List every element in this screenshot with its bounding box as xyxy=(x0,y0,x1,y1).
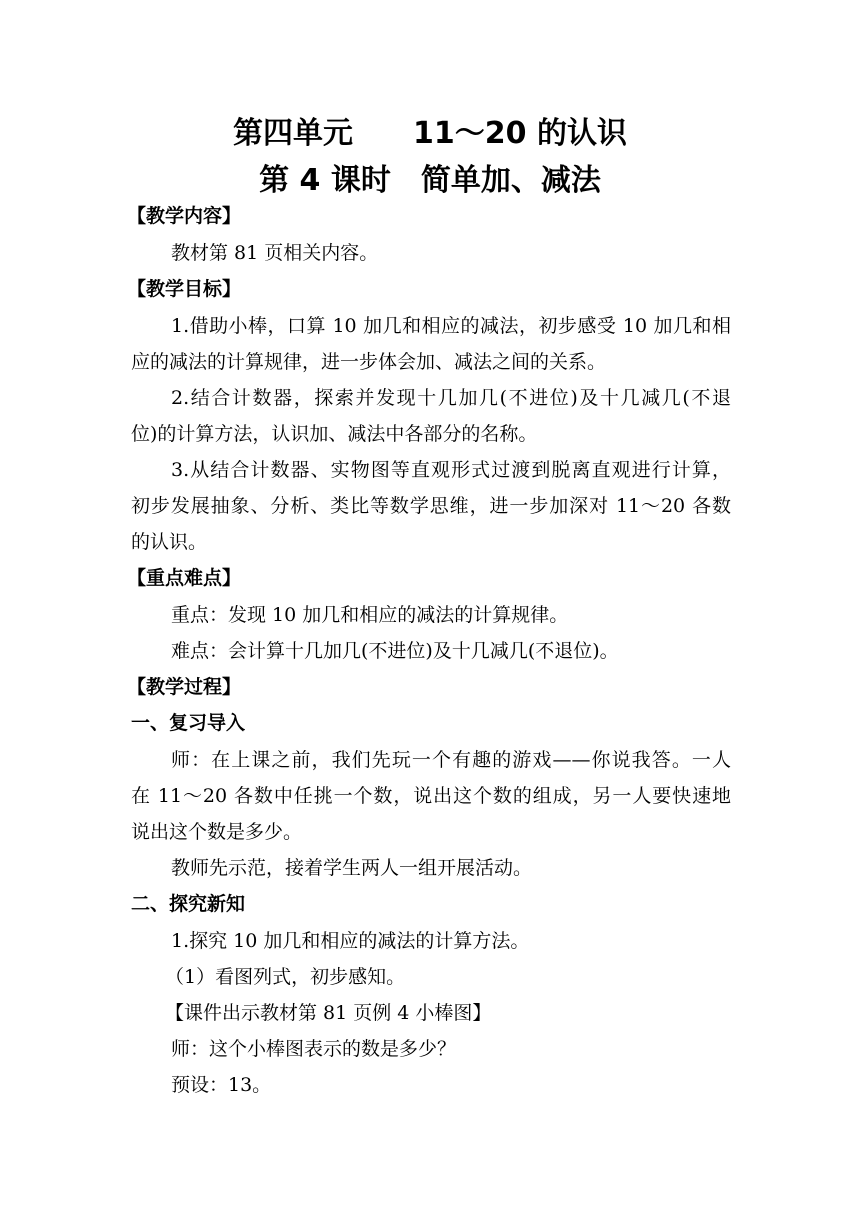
goals-heading: 【教学目标】 xyxy=(127,278,242,300)
part-1-paragraph-line-3: 说出这个数是多少。 xyxy=(131,821,303,843)
part-2-item-1: 1.探究 10 加几和相应的减法的计算方法。 xyxy=(171,930,530,952)
lesson-title: 第 4 课时 简单加、减法 xyxy=(259,163,601,198)
unit-title: 第四单元 11～20 的认识 xyxy=(233,116,627,151)
goal-3-line-2: 初步发展抽象、分析、类比等数学思维，进一步加深对 11～20 各数 xyxy=(131,495,731,517)
goal-2-line-1: 2.结合计数器，探索并发现十几加几(不进位)及十几减几(不退 xyxy=(171,387,731,409)
process-heading: 【教学过程】 xyxy=(127,676,242,698)
part-1-paragraph-2: 教师先示范，接着学生两人一组开展活动。 xyxy=(171,857,533,879)
part-1-paragraph-line-2: 在 11～20 各数中任挑一个数，说出这个数的组成，另一人要快速地 xyxy=(131,785,731,807)
goal-2-line-2: 位)的计算方法，认识加、减法中各部分的名称。 xyxy=(131,423,538,445)
difficulty-point: 难点：会计算十几加几(不进位)及十几减几(不退位)。 xyxy=(171,640,619,662)
part-2-subitem-1: （1）看图列式，初步感知。 xyxy=(165,966,406,988)
teacher-question: 师：这个小棒图表示的数是多少？ xyxy=(171,1038,457,1060)
content-heading: 【教学内容】 xyxy=(127,205,242,227)
goal-3-line-1: 3.从结合计数器、实物图等直观形式过渡到脱离直观进行计算， xyxy=(171,459,731,481)
key-point: 重点：发现 10 加几和相应的减法的计算规律。 xyxy=(171,604,569,626)
key-heading: 【重点难点】 xyxy=(127,567,242,589)
goal-1-line-1: 1.借助小棒，口算 10 加几和相应的减法，初步感受 10 加几和相 xyxy=(171,315,731,337)
part-1-paragraph-line-1: 师：在上课之前，我们先玩一个有趣的游戏——你说我答。一人 xyxy=(171,749,731,771)
preset-answer: 预设：13。 xyxy=(171,1074,272,1096)
part-2-heading: 二、探究新知 xyxy=(131,893,246,915)
part-1-heading: 一、复习导入 xyxy=(131,712,246,734)
courseware-note: 【课件出示教材第 81 页例 4 小棒图】 xyxy=(165,1002,492,1024)
goal-1-line-2: 应的减法的计算规律，进一步体会加、减法之间的关系。 xyxy=(131,351,607,373)
goal-3-line-3: 的认识。 xyxy=(131,531,208,553)
content-text: 教材第 81 页相关内容。 xyxy=(171,242,379,264)
